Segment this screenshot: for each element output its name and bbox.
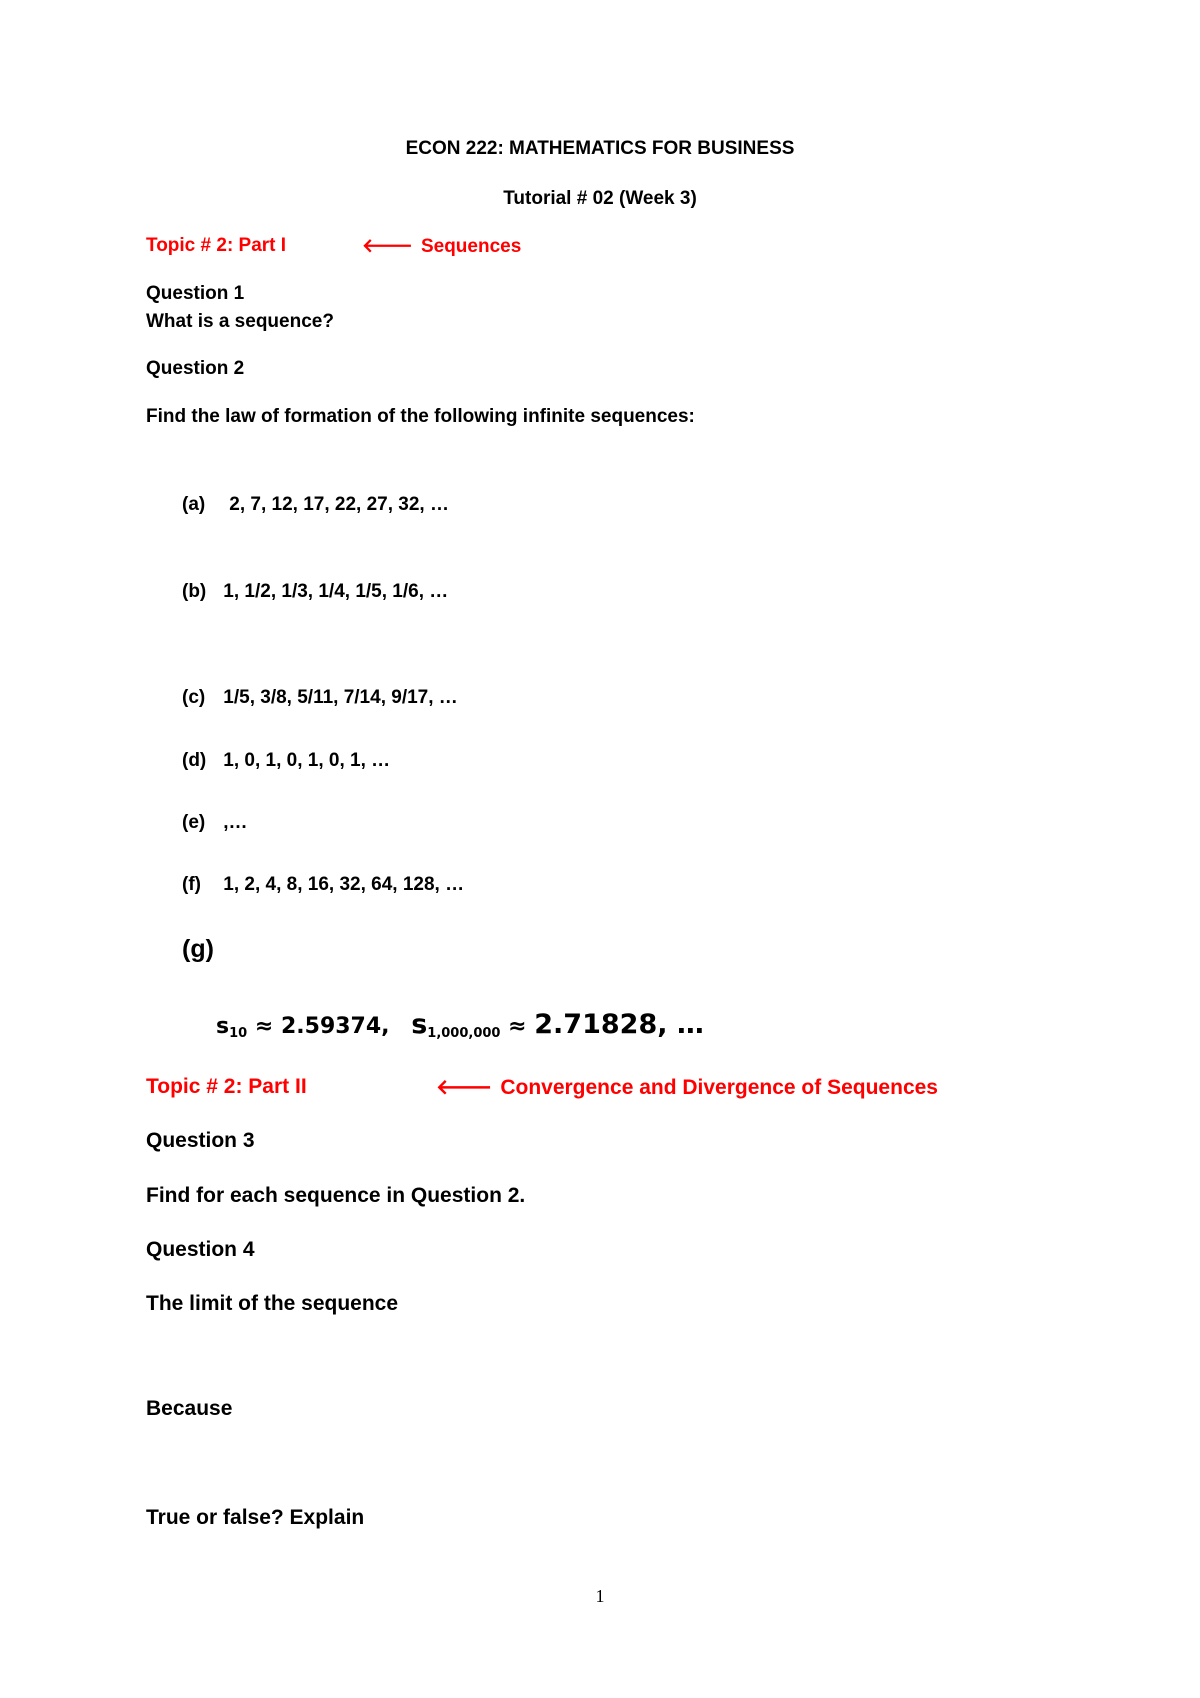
- sequence-item-a: [182, 493, 449, 517]
- question-2-prompt: Find the law of formation of the following infinite sequences:: [146, 406, 695, 427]
- item-text: 1, 2, 4, 8, 16, 32, 64, 128, …: [223, 874, 465, 895]
- sequence-item-f: [182, 873, 464, 897]
- formula-term-2-subscript: 1,000,000: [427, 1026, 501, 1041]
- question-3-text: Find for each sequence in Question 2.: [146, 1184, 526, 1207]
- item-text: 1, 1/2, 1/3, 1/4, 1/5, 1/6, …: [223, 581, 449, 602]
- left-arrow-icon: 🡐: [436, 1075, 493, 1099]
- item-label: (g): [182, 935, 214, 963]
- item-text: ,…: [223, 812, 248, 833]
- question-3-heading: Question 3: [146, 1129, 255, 1152]
- item-label: (d): [182, 750, 207, 771]
- topic-1-heading: [362, 234, 521, 259]
- sequence-item-c: [182, 686, 458, 710]
- formula-term-1-subscript: 10: [229, 1026, 248, 1041]
- sequence-item-g: [182, 937, 214, 961]
- topic-2-heading: [436, 1075, 938, 1100]
- item-text: 1, 0, 1, 0, 1, 0, 1, …: [223, 750, 391, 771]
- question-4-line-2: Because: [146, 1397, 233, 1420]
- question-4-line-1: The limit of the sequence: [146, 1292, 399, 1315]
- formula-term-2-approx: ≈: [508, 1014, 527, 1039]
- tutorial-title: Tutorial # 02 (Week 3): [503, 188, 697, 209]
- item-g-formula: [216, 1009, 704, 1046]
- topic-2-label: Topic # 2: Part II: [146, 1075, 307, 1098]
- left-arrow-icon: 🡐: [362, 235, 413, 257]
- question-4-heading: Question 4: [146, 1238, 255, 1261]
- question-1-heading: Question 1: [146, 283, 245, 304]
- item-text: 1/5, 3/8, 5/11, 7/14, 9/17, …: [223, 687, 458, 708]
- item-label: (c): [182, 687, 206, 708]
- item-label: (f): [182, 874, 201, 895]
- sequence-item-d: [182, 749, 390, 773]
- page-number: 1: [595, 1586, 605, 1606]
- item-label: (e): [182, 812, 206, 833]
- formula-term-1-base: s: [216, 1014, 230, 1039]
- question-4-line-3: True or false? Explain: [146, 1506, 365, 1529]
- item-label: (a): [182, 494, 206, 515]
- formula-term-2-base: s: [411, 1009, 428, 1040]
- sequence-item-e: [182, 811, 248, 835]
- topic-1-title: Sequences: [420, 236, 522, 257]
- formula-term-1-value: ≈ 2.59374,: [254, 1014, 390, 1039]
- item-label: (b): [182, 581, 207, 602]
- question-1-text: What is a sequence?: [146, 311, 334, 332]
- item-text: 2, 7, 12, 17, 22, 27, 32, …: [229, 494, 449, 515]
- formula-term-2-value: 2.71828, …: [534, 1009, 704, 1040]
- topic-1-label: Topic # 2: Part I: [146, 235, 287, 256]
- course-title: ECON 222: MATHEMATICS FOR BUSINESS: [405, 138, 795, 159]
- sequence-item-b: [182, 580, 448, 604]
- question-2-heading: Question 2: [146, 358, 245, 379]
- topic-2-title: Convergence and Divergence of Sequences: [500, 1076, 938, 1099]
